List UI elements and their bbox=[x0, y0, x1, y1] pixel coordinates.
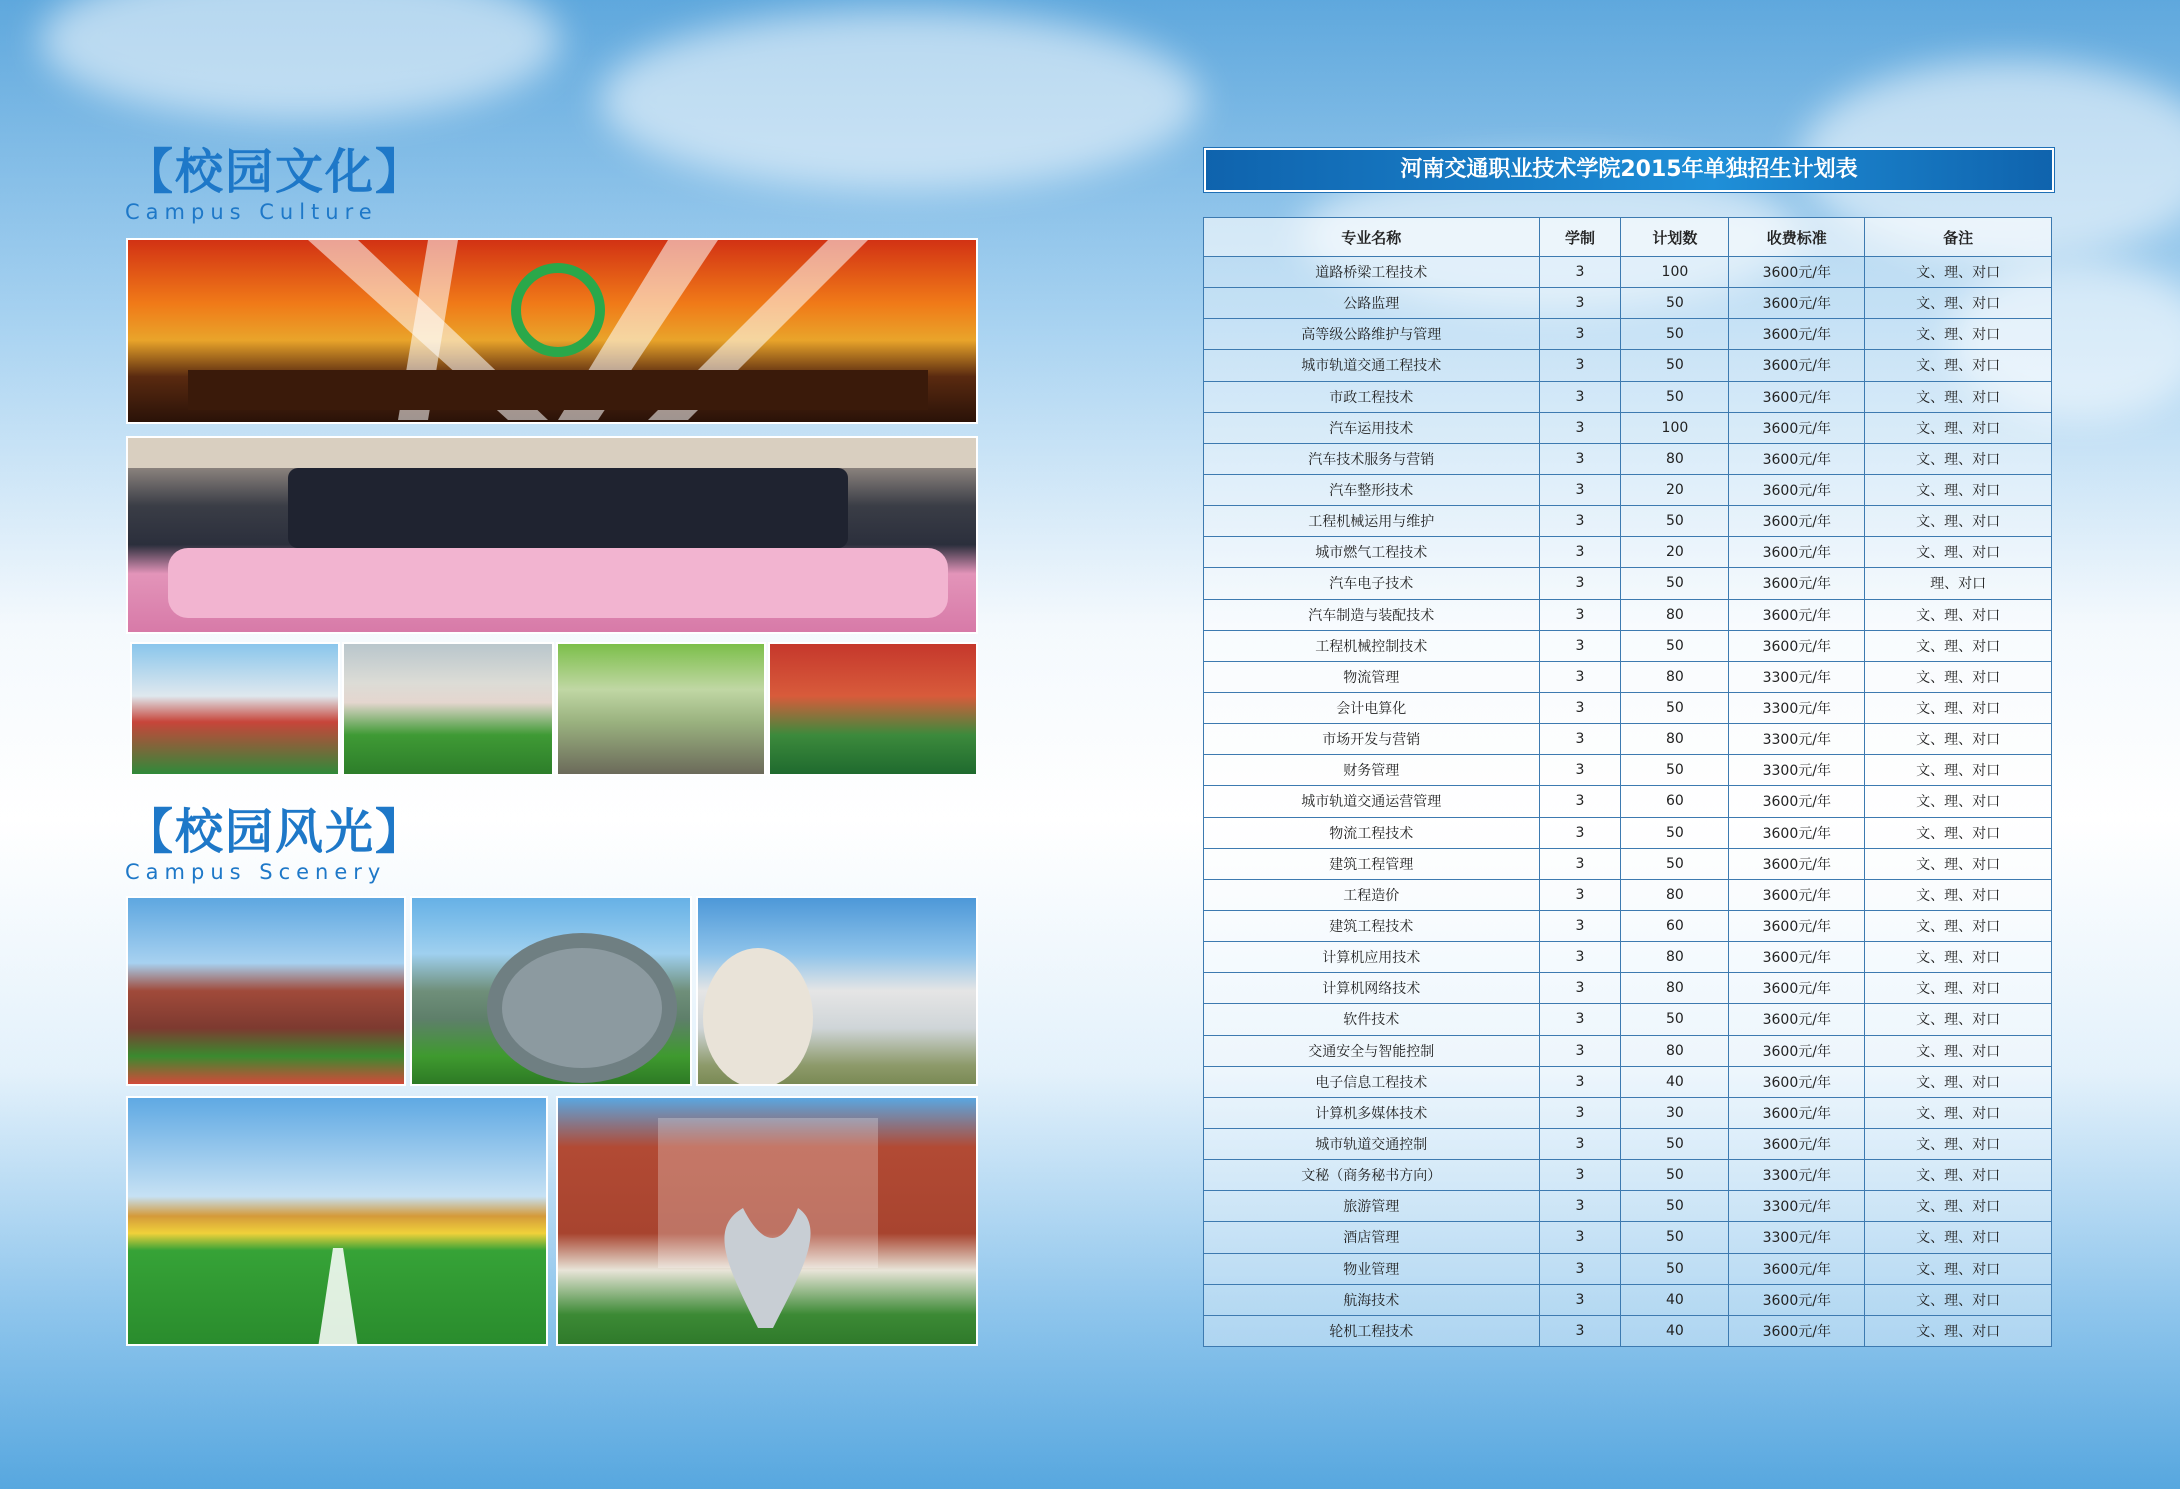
cell-major: 工程造价 bbox=[1204, 879, 1540, 910]
table-row bbox=[1204, 412, 2052, 443]
cell-major: 建筑工程管理 bbox=[1204, 848, 1540, 879]
group-photo bbox=[126, 436, 978, 634]
cell-notes: 文、理、对口 bbox=[1865, 1191, 2052, 1222]
table-row bbox=[1204, 474, 2052, 505]
cell-quota: 40 bbox=[1621, 1315, 1729, 1346]
table-row bbox=[1204, 1222, 2052, 1253]
table-row bbox=[1204, 786, 2052, 817]
cell-notes: 文、理、对口 bbox=[1865, 350, 2052, 381]
cell-major: 会计电算化 bbox=[1204, 692, 1540, 723]
cell-notes: 文、理、对口 bbox=[1865, 910, 2052, 941]
cell-quota: 50 bbox=[1621, 506, 1729, 537]
cell-tuition: 3300元/年 bbox=[1729, 1222, 1865, 1253]
cell-duration: 3 bbox=[1539, 692, 1621, 723]
table-row bbox=[1204, 724, 2052, 755]
cell-major: 物流工程技术 bbox=[1204, 817, 1540, 848]
cell-major: 电子信息工程技术 bbox=[1204, 1066, 1540, 1097]
cell-duration: 3 bbox=[1539, 381, 1621, 412]
table-row bbox=[1204, 443, 2052, 474]
cell-quota: 50 bbox=[1621, 817, 1729, 848]
cell-tuition: 3600元/年 bbox=[1729, 506, 1865, 537]
cell-duration: 3 bbox=[1539, 910, 1621, 941]
table-row bbox=[1204, 1004, 2052, 1035]
cell-notes: 文、理、对口 bbox=[1865, 1128, 2052, 1159]
flower-dance-photo bbox=[768, 642, 978, 776]
cell-tuition: 3300元/年 bbox=[1729, 661, 1865, 692]
cell-major: 旅游管理 bbox=[1204, 1191, 1540, 1222]
cell-major: 城市燃气工程技术 bbox=[1204, 537, 1540, 568]
cell-notes: 文、理、对口 bbox=[1865, 973, 2052, 1004]
table-header-row bbox=[1204, 218, 2052, 257]
cell-major: 物业管理 bbox=[1204, 1253, 1540, 1284]
table-row bbox=[1204, 1253, 2052, 1284]
cell-major: 计算机多媒体技术 bbox=[1204, 1097, 1540, 1128]
cell-major: 计算机应用技术 bbox=[1204, 942, 1540, 973]
stage-lights-graphic bbox=[128, 240, 978, 424]
cell-notes: 文、理、对口 bbox=[1865, 848, 2052, 879]
cell-major: 工程机械运用与维护 bbox=[1204, 506, 1540, 537]
cell-quota: 50 bbox=[1621, 630, 1729, 661]
scenery-title-en: Campus Scenery bbox=[125, 860, 387, 884]
cell-quota: 50 bbox=[1621, 568, 1729, 599]
cell-major: 物流管理 bbox=[1204, 661, 1540, 692]
cell-quota: 50 bbox=[1621, 1004, 1729, 1035]
cell-notes: 文、理、对口 bbox=[1865, 1066, 2052, 1097]
cell-quota: 50 bbox=[1621, 1160, 1729, 1191]
cell-tuition: 3600元/年 bbox=[1729, 786, 1865, 817]
cell-tuition: 3600元/年 bbox=[1729, 1035, 1865, 1066]
cell-quota: 80 bbox=[1621, 443, 1729, 474]
campus-culture-heading bbox=[125, 144, 426, 224]
cell-quota: 100 bbox=[1621, 412, 1729, 443]
cell-notes: 文、理、对口 bbox=[1865, 474, 2052, 505]
cell-duration: 3 bbox=[1539, 568, 1621, 599]
table-body bbox=[1204, 257, 2052, 1347]
cell-notes: 文、理、对口 bbox=[1865, 661, 2052, 692]
cell-tuition: 3600元/年 bbox=[1729, 288, 1865, 319]
cell-duration: 3 bbox=[1539, 288, 1621, 319]
cell-major: 高等级公路维护与管理 bbox=[1204, 319, 1540, 350]
cell-tuition: 3300元/年 bbox=[1729, 692, 1865, 723]
cell-notes: 文、理、对口 bbox=[1865, 319, 2052, 350]
cell-tuition: 3600元/年 bbox=[1729, 1284, 1865, 1315]
table-row bbox=[1204, 910, 2052, 941]
cell-duration: 3 bbox=[1539, 1160, 1621, 1191]
header-notes: 备注 bbox=[1865, 218, 2052, 257]
table-row bbox=[1204, 319, 2052, 350]
cell-major: 城市轨道交通控制 bbox=[1204, 1128, 1540, 1159]
cell-tuition: 3600元/年 bbox=[1729, 942, 1865, 973]
cell-major: 汽车整形技术 bbox=[1204, 474, 1540, 505]
main-building-photo bbox=[556, 1096, 978, 1346]
cell-quota: 50 bbox=[1621, 1253, 1729, 1284]
cell-major: 城市轨道交通运营管理 bbox=[1204, 786, 1540, 817]
cell-notes: 文、理、对口 bbox=[1865, 1222, 2052, 1253]
stadium-photo bbox=[126, 1096, 548, 1346]
table-row bbox=[1204, 1191, 2052, 1222]
cell-tuition: 3300元/年 bbox=[1729, 724, 1865, 755]
cloud bbox=[40, 0, 560, 120]
cell-quota: 80 bbox=[1621, 724, 1729, 755]
cell-tuition: 3300元/年 bbox=[1729, 1191, 1865, 1222]
cell-quota: 50 bbox=[1621, 755, 1729, 786]
table-row bbox=[1204, 1066, 2052, 1097]
table-row bbox=[1204, 1160, 2052, 1191]
cell-duration: 3 bbox=[1539, 1284, 1621, 1315]
cell-notes: 文、理、对口 bbox=[1865, 599, 2052, 630]
main-building-graphic bbox=[558, 1098, 978, 1346]
cell-quota: 100 bbox=[1621, 257, 1729, 288]
cell-duration: 3 bbox=[1539, 1222, 1621, 1253]
cell-quota: 60 bbox=[1621, 910, 1729, 941]
cell-major: 交通安全与智能控制 bbox=[1204, 1035, 1540, 1066]
cell-notes: 文、理、对口 bbox=[1865, 1160, 2052, 1191]
admission-plan-table bbox=[1203, 217, 2052, 1347]
cell-notes: 文、理、对口 bbox=[1865, 1004, 2052, 1035]
cell-duration: 3 bbox=[1539, 257, 1621, 288]
cell-tuition: 3600元/年 bbox=[1729, 973, 1865, 1004]
header-quota: 计划数 bbox=[1621, 218, 1729, 257]
cell-quota: 80 bbox=[1621, 1035, 1729, 1066]
cell-quota: 50 bbox=[1621, 1128, 1729, 1159]
cell-duration: 3 bbox=[1539, 350, 1621, 381]
cell-notes: 文、理、对口 bbox=[1865, 1253, 2052, 1284]
cell-duration: 3 bbox=[1539, 412, 1621, 443]
cell-quota: 20 bbox=[1621, 474, 1729, 505]
cell-duration: 3 bbox=[1539, 1004, 1621, 1035]
cell-tuition: 3600元/年 bbox=[1729, 1128, 1865, 1159]
cell-tuition: 3600元/年 bbox=[1729, 630, 1865, 661]
cell-quota: 50 bbox=[1621, 288, 1729, 319]
cell-major: 航海技术 bbox=[1204, 1284, 1540, 1315]
cell-tuition: 3600元/年 bbox=[1729, 568, 1865, 599]
cell-major: 公路监理 bbox=[1204, 288, 1540, 319]
cell-major: 软件技术 bbox=[1204, 1004, 1540, 1035]
plan-title-banner: 河南交通职业技术学院2015年单独招生计划表 bbox=[1204, 148, 2054, 192]
cell-tuition: 3600元/年 bbox=[1729, 537, 1865, 568]
cell-duration: 3 bbox=[1539, 1253, 1621, 1284]
table-row bbox=[1204, 630, 2052, 661]
table-row bbox=[1204, 1284, 2052, 1315]
cell-quota: 50 bbox=[1621, 848, 1729, 879]
cell-major: 酒店管理 bbox=[1204, 1222, 1540, 1253]
cell-duration: 3 bbox=[1539, 879, 1621, 910]
cell-notes: 文、理、对口 bbox=[1865, 1097, 2052, 1128]
cell-notes: 文、理、对口 bbox=[1865, 1315, 2052, 1346]
cell-duration: 3 bbox=[1539, 755, 1621, 786]
cell-duration: 3 bbox=[1539, 1128, 1621, 1159]
cell-major: 工程机械控制技术 bbox=[1204, 630, 1540, 661]
cell-quota: 50 bbox=[1621, 350, 1729, 381]
cell-notes: 文、理、对口 bbox=[1865, 443, 2052, 474]
cell-major: 汽车技术服务与营销 bbox=[1204, 443, 1540, 474]
table-row bbox=[1204, 1128, 2052, 1159]
table-row bbox=[1204, 973, 2052, 1004]
cell-duration: 3 bbox=[1539, 1035, 1621, 1066]
cell-tuition: 3600元/年 bbox=[1729, 443, 1865, 474]
cell-notes: 理、对口 bbox=[1865, 568, 2052, 599]
cell-major: 城市轨道交通工程技术 bbox=[1204, 350, 1540, 381]
table-row bbox=[1204, 350, 2052, 381]
cell-tuition: 3600元/年 bbox=[1729, 381, 1865, 412]
table-row bbox=[1204, 755, 2052, 786]
cell-quota: 50 bbox=[1621, 692, 1729, 723]
cell-tuition: 3600元/年 bbox=[1729, 1004, 1865, 1035]
cell-tuition: 3600元/年 bbox=[1729, 1097, 1865, 1128]
cell-major: 轮机工程技术 bbox=[1204, 1315, 1540, 1346]
cell-notes: 文、理、对口 bbox=[1865, 755, 2052, 786]
cell-notes: 文、理、对口 bbox=[1865, 288, 2052, 319]
cell-quota: 50 bbox=[1621, 1191, 1729, 1222]
cell-duration: 3 bbox=[1539, 817, 1621, 848]
campus-building-photo bbox=[126, 896, 406, 1086]
cell-tuition: 3600元/年 bbox=[1729, 474, 1865, 505]
field-formation-photo bbox=[342, 642, 554, 776]
students-walking-photo bbox=[556, 642, 766, 776]
cell-duration: 3 bbox=[1539, 537, 1621, 568]
table-row bbox=[1204, 817, 2052, 848]
cell-notes: 文、理、对口 bbox=[1865, 257, 2052, 288]
table-row bbox=[1204, 692, 2052, 723]
cell-duration: 3 bbox=[1539, 848, 1621, 879]
cell-duration: 3 bbox=[1539, 1097, 1621, 1128]
cell-duration: 3 bbox=[1539, 630, 1621, 661]
cell-major: 汽车运用技术 bbox=[1204, 412, 1540, 443]
cell-duration: 3 bbox=[1539, 319, 1621, 350]
cell-notes: 文、理、对口 bbox=[1865, 1035, 2052, 1066]
cell-tuition: 3600元/年 bbox=[1729, 350, 1865, 381]
cell-tuition: 3300元/年 bbox=[1729, 1160, 1865, 1191]
cell-tuition: 3600元/年 bbox=[1729, 1066, 1865, 1097]
table-row bbox=[1204, 506, 2052, 537]
cell-duration: 3 bbox=[1539, 724, 1621, 755]
cell-notes: 文、理、对口 bbox=[1865, 942, 2052, 973]
cloud bbox=[600, 10, 1200, 190]
cell-notes: 文、理、对口 bbox=[1865, 879, 2052, 910]
cell-notes: 文、理、对口 bbox=[1865, 817, 2052, 848]
cell-tuition: 3300元/年 bbox=[1729, 755, 1865, 786]
cell-duration: 3 bbox=[1539, 786, 1621, 817]
cell-major: 计算机网络技术 bbox=[1204, 973, 1540, 1004]
cell-duration: 3 bbox=[1539, 506, 1621, 537]
cell-quota: 30 bbox=[1621, 1097, 1729, 1128]
table-row bbox=[1204, 381, 2052, 412]
cell-tuition: 3600元/年 bbox=[1729, 319, 1865, 350]
cell-notes: 文、理、对口 bbox=[1865, 630, 2052, 661]
cell-notes: 文、理、对口 bbox=[1865, 1284, 2052, 1315]
cell-major: 财务管理 bbox=[1204, 755, 1540, 786]
scenery-title-cn: 【校园风光】 bbox=[125, 804, 426, 860]
table-row bbox=[1204, 568, 2052, 599]
cell-notes: 文、理、对口 bbox=[1865, 412, 2052, 443]
cell-notes: 文、理、对口 bbox=[1865, 381, 2052, 412]
cell-major: 建筑工程技术 bbox=[1204, 910, 1540, 941]
stadium-graphic bbox=[128, 1098, 548, 1346]
table-row bbox=[1204, 599, 2052, 630]
sports-parade-photo bbox=[130, 642, 340, 776]
college-stone-graphic bbox=[698, 898, 978, 1086]
cell-duration: 3 bbox=[1539, 443, 1621, 474]
cell-major: 文秘（商务秘书方向） bbox=[1204, 1160, 1540, 1191]
cell-quota: 50 bbox=[1621, 1222, 1729, 1253]
table-row bbox=[1204, 848, 2052, 879]
table-row bbox=[1204, 1097, 2052, 1128]
culture-title-cn: 【校园文化】 bbox=[125, 144, 426, 200]
cell-duration: 3 bbox=[1539, 474, 1621, 505]
culture-title-en: Campus Culture bbox=[125, 200, 378, 224]
table-row bbox=[1204, 661, 2052, 692]
header-major: 专业名称 bbox=[1204, 218, 1540, 257]
table-row bbox=[1204, 1315, 2052, 1346]
table-row bbox=[1204, 942, 2052, 973]
header-tuition: 收费标准 bbox=[1729, 218, 1865, 257]
cell-quota: 20 bbox=[1621, 537, 1729, 568]
cell-tuition: 3600元/年 bbox=[1729, 599, 1865, 630]
table-row bbox=[1204, 257, 2052, 288]
cell-quota: 80 bbox=[1621, 973, 1729, 1004]
cell-quota: 40 bbox=[1621, 1284, 1729, 1315]
cell-quota: 80 bbox=[1621, 879, 1729, 910]
cell-duration: 3 bbox=[1539, 1315, 1621, 1346]
college-stone-photo bbox=[696, 896, 978, 1086]
cell-major: 市政工程技术 bbox=[1204, 381, 1540, 412]
table-row bbox=[1204, 537, 2052, 568]
header-duration: 学制 bbox=[1539, 218, 1621, 257]
cell-notes: 文、理、对口 bbox=[1865, 724, 2052, 755]
cell-quota: 50 bbox=[1621, 381, 1729, 412]
cell-tuition: 3600元/年 bbox=[1729, 817, 1865, 848]
cell-duration: 3 bbox=[1539, 973, 1621, 1004]
cell-notes: 文、理、对口 bbox=[1865, 786, 2052, 817]
cell-quota: 60 bbox=[1621, 786, 1729, 817]
stone-graphic bbox=[412, 898, 692, 1086]
cell-duration: 3 bbox=[1539, 661, 1621, 692]
cell-major: 汽车电子技术 bbox=[1204, 568, 1540, 599]
table-row bbox=[1204, 288, 2052, 319]
cell-duration: 3 bbox=[1539, 1066, 1621, 1097]
cell-duration: 3 bbox=[1539, 1191, 1621, 1222]
cell-notes: 文、理、对口 bbox=[1865, 537, 2052, 568]
cell-tuition: 3600元/年 bbox=[1729, 1253, 1865, 1284]
cell-major: 道路桥梁工程技术 bbox=[1204, 257, 1540, 288]
cell-major: 市场开发与营销 bbox=[1204, 724, 1540, 755]
cell-duration: 3 bbox=[1539, 942, 1621, 973]
cell-tuition: 3600元/年 bbox=[1729, 1315, 1865, 1346]
cell-duration: 3 bbox=[1539, 599, 1621, 630]
cell-quota: 50 bbox=[1621, 319, 1729, 350]
cell-tuition: 3600元/年 bbox=[1729, 910, 1865, 941]
cell-tuition: 3600元/年 bbox=[1729, 412, 1865, 443]
cell-quota: 80 bbox=[1621, 942, 1729, 973]
stage-performance-photo bbox=[126, 238, 978, 424]
cell-quota: 80 bbox=[1621, 599, 1729, 630]
cell-major: 汽车制造与装配技术 bbox=[1204, 599, 1540, 630]
cell-tuition: 3600元/年 bbox=[1729, 257, 1865, 288]
cell-quota: 40 bbox=[1621, 1066, 1729, 1097]
cell-tuition: 3600元/年 bbox=[1729, 879, 1865, 910]
campus-scenery-heading bbox=[125, 804, 426, 884]
table-row bbox=[1204, 1035, 2052, 1066]
table-row bbox=[1204, 879, 2052, 910]
group-rows-graphic bbox=[128, 438, 978, 634]
cell-tuition: 3600元/年 bbox=[1729, 848, 1865, 879]
cell-quota: 80 bbox=[1621, 661, 1729, 692]
cell-notes: 文、理、对口 bbox=[1865, 692, 2052, 723]
engraved-stone-photo bbox=[410, 896, 692, 1086]
cell-notes: 文、理、对口 bbox=[1865, 506, 2052, 537]
